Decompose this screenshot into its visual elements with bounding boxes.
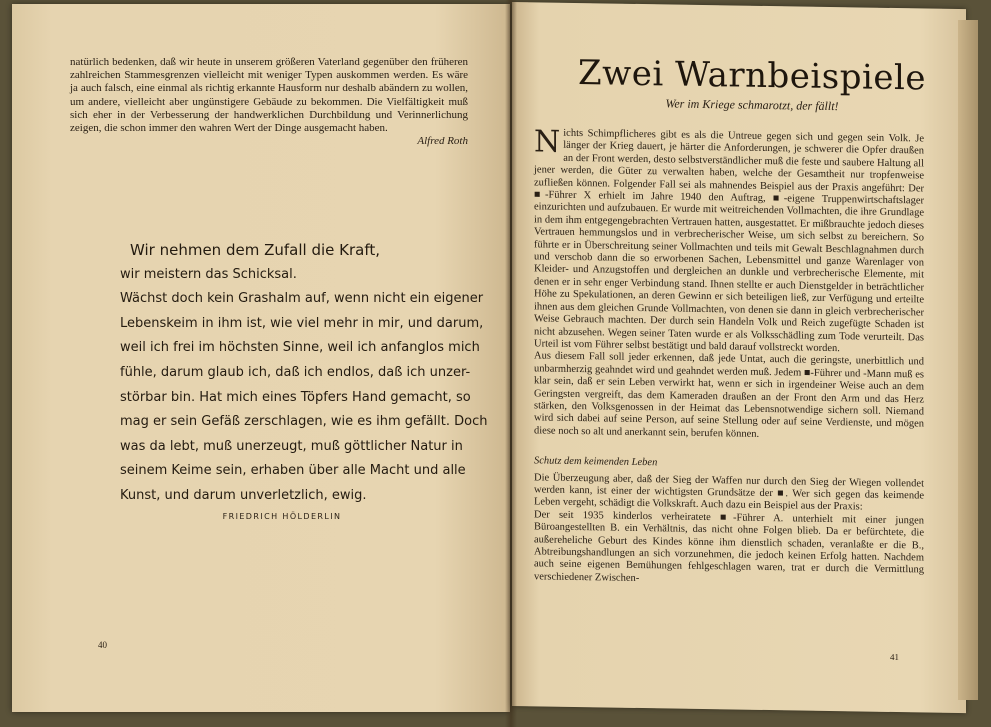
poem-line: was da lebt, muß unerzeugt, muß göttlicher Natur in [120,438,463,454]
poem-line: Kunst, und darum unverletzlich, ewig. [120,487,367,503]
poem-line: mag er sein Gefäß zerschlagen, wie es ihm gefällt. Doch [120,414,488,430]
paragraph-1 [534,124,924,356]
intro-paragraph: natürlich bedenken, daß wir heute in unserem größeren Vaterland gegenüber den früheren zahlreichen Stammesgrenzen vielleicht mit weniger Typen auskommen werden. Es wäre ja auch falsch, eine einmal als richtig erkannte Hausform nur deshalb abändern zu wollen, um andere, vielleicht aber ungünstigere Gebäude zu bekommen. Die Vielfältigkeit muß sich eher in der Verbesserung der handwerklichen Durchbildung und Verinnerlichung zeigen, die schon immer den wahren Wert der Dinge ausgemacht haben. [70,56,468,135]
intro-author: Alfred Roth [417,135,468,148]
paragraph-3: Die Überzeugung aber, daß der Sieg der Waffen nur durch den Sieg der Wiegen vollendet werden kann, ist einer der wichtigsten Grundsätze der ■. Wer sich gegen das keimende Leben vergeht, schädigt die Volkskraft. Auch dazu ein Beispiel aus der Praxis: [534,471,924,513]
page-edge [958,20,978,700]
drop-cap: N [534,124,561,160]
poem-line: Wächst doch kein Grashalm auf, wenn nicht ein eigener [120,291,484,307]
poem-line: seinem Keime sein, erhaben über alle Macht und alle [120,463,466,479]
poem-line: weil ich frei im höchsten Sinne, weil ich anfanglos mich [120,340,480,356]
poem-line: Lebenskeim in ihm ist, wie viel mehr in mir, und darum, [120,315,484,331]
page-number-left: 40 [98,640,107,650]
poem [120,238,488,509]
poem-line: Wir nehmen dem Zufall die Kraft, [130,241,380,259]
left-page [12,4,510,712]
poem-line: fühle, darum glaub ich, daß ich endlos, daß ich unzer- [120,364,471,380]
page-number-right: 41 [890,651,899,663]
poem-line: wir meistern das Schicksal. [120,266,297,282]
article-body [534,124,924,589]
section-heading: Schutz dem keimenden Leben [534,455,658,469]
intro-section [70,56,468,147]
poem-author: FRIEDRICH HÖLDERLIN [222,512,342,521]
article-subtitle: Wer im Kriege schmarotzt, der fällt! [665,96,839,114]
book-gutter [505,0,517,727]
paragraph-4: Der seit 1935 kinderlos verheiratete ■-Führer A. unterhielt mit einer jungen Büroangestellten B. ein Verhältnis, das nicht ohne Folgen blieb. Da er befürchtete, die außereheliche Geburt des Kindes könne ihm dienstlich schaden, veranlaßte er die B., Abtreibungshandlungen an sich vorzunehmen, die jedoch keinen Erfolg hatten. Nachdem auch seine eigenen Bemühungen fehlgeschlagen waren, trat er durch die Vermittlung verschiedener Zwischen- [534,509,924,584]
article-title: Zwei Warnbeispiele [578,53,926,99]
paragraph-1-text: ichts Schimpflicheres gibt es als die Untreue gegen sich und gegen sein Volk. Je länger der Krieg dauert, je härter die Anforderungen, je schwerer die Opfer draußen an der Front werden, desto selbstverständlicher muß die feste und saubere Haltung all jener werden, die Güter zu verwalten haben, welche der Gesamtheit nur tropfenweise zufließen können. Folgender Fall sei als mahnendes Beispiel aus der Praxis angeführt: Der ■-Führer X erhielt im Jahre 1940 den Auftrag, ■-eigene Truppenwirtschaftslager einzurichten und aufzubauen. Er wurde mit weitreichenden Vollmachten, die ihre Grundlage in dem ihm entgegengebrachten Vertrauen hatten, ausgestattet. Er mißbrauchte jedoch dieses Vertrauen hemmungslos und in verbrecherischer Weise, um sich selbst zu bereichern. So führte er in Überschreitung seiner Vollmachten und teils mit Gewalt Beschlagnahmen durch und verschob dann die so erworbenen Sachen, Lebensmittel und ganze Warenlager von Kleider- und Anzugstoffen und dergleichen an dunkle und verbrecherische Elemente, mit denen er in sehr enger Verbindung stand. Ihnen stellte er auch Dienstgelder in beträchtlicher Höhe zu Spekulationen, an deren Gewinn er sich beteiligen ließ, zur Verfügung und erteilte ihnen aus dem gleichen Grunde Vollmachten, von denen sie dann in gleich verbrecherischer Weise Gebrauch machten. Der durch sein Handeln Volk und Reich zugefügte Schaden ist nicht abzusehen. Wegen seiner Taten wurde er als Volksschädling zum Tode verurteilt. Das Urteil ist vom Führer selbst bestätigt und bald darauf vollstreckt worden. [534,127,924,355]
poem-line: störbar bin. Hat mich eines Töpfers Hand gemacht, so [120,389,471,405]
right-page [512,2,966,713]
paragraph-2: Aus diesem Fall soll jeder erkennen, daß jede Untat, auch die geringste, unerbittlich und unbarmherzig geahndet wird und geahndet werden muß. Jedem ■-Führer und -Mann muß es klar sein, daß er sein Leben verwirkt hat, wenn er sich in irgendeiner Weise auch an dem Geringsten vergreift, das dem Kameraden draußen an der Front den Arm und das Herz stärken, den Volksgenossen in der Heimat das Lebensnotwendige sichern soll. Niemand wird sich dabei auf seine Person, auf seine Stellung oder auf seine Verdienste, und mögen diese noch so alt und anerkannt sein, berufen können. [534,350,924,440]
